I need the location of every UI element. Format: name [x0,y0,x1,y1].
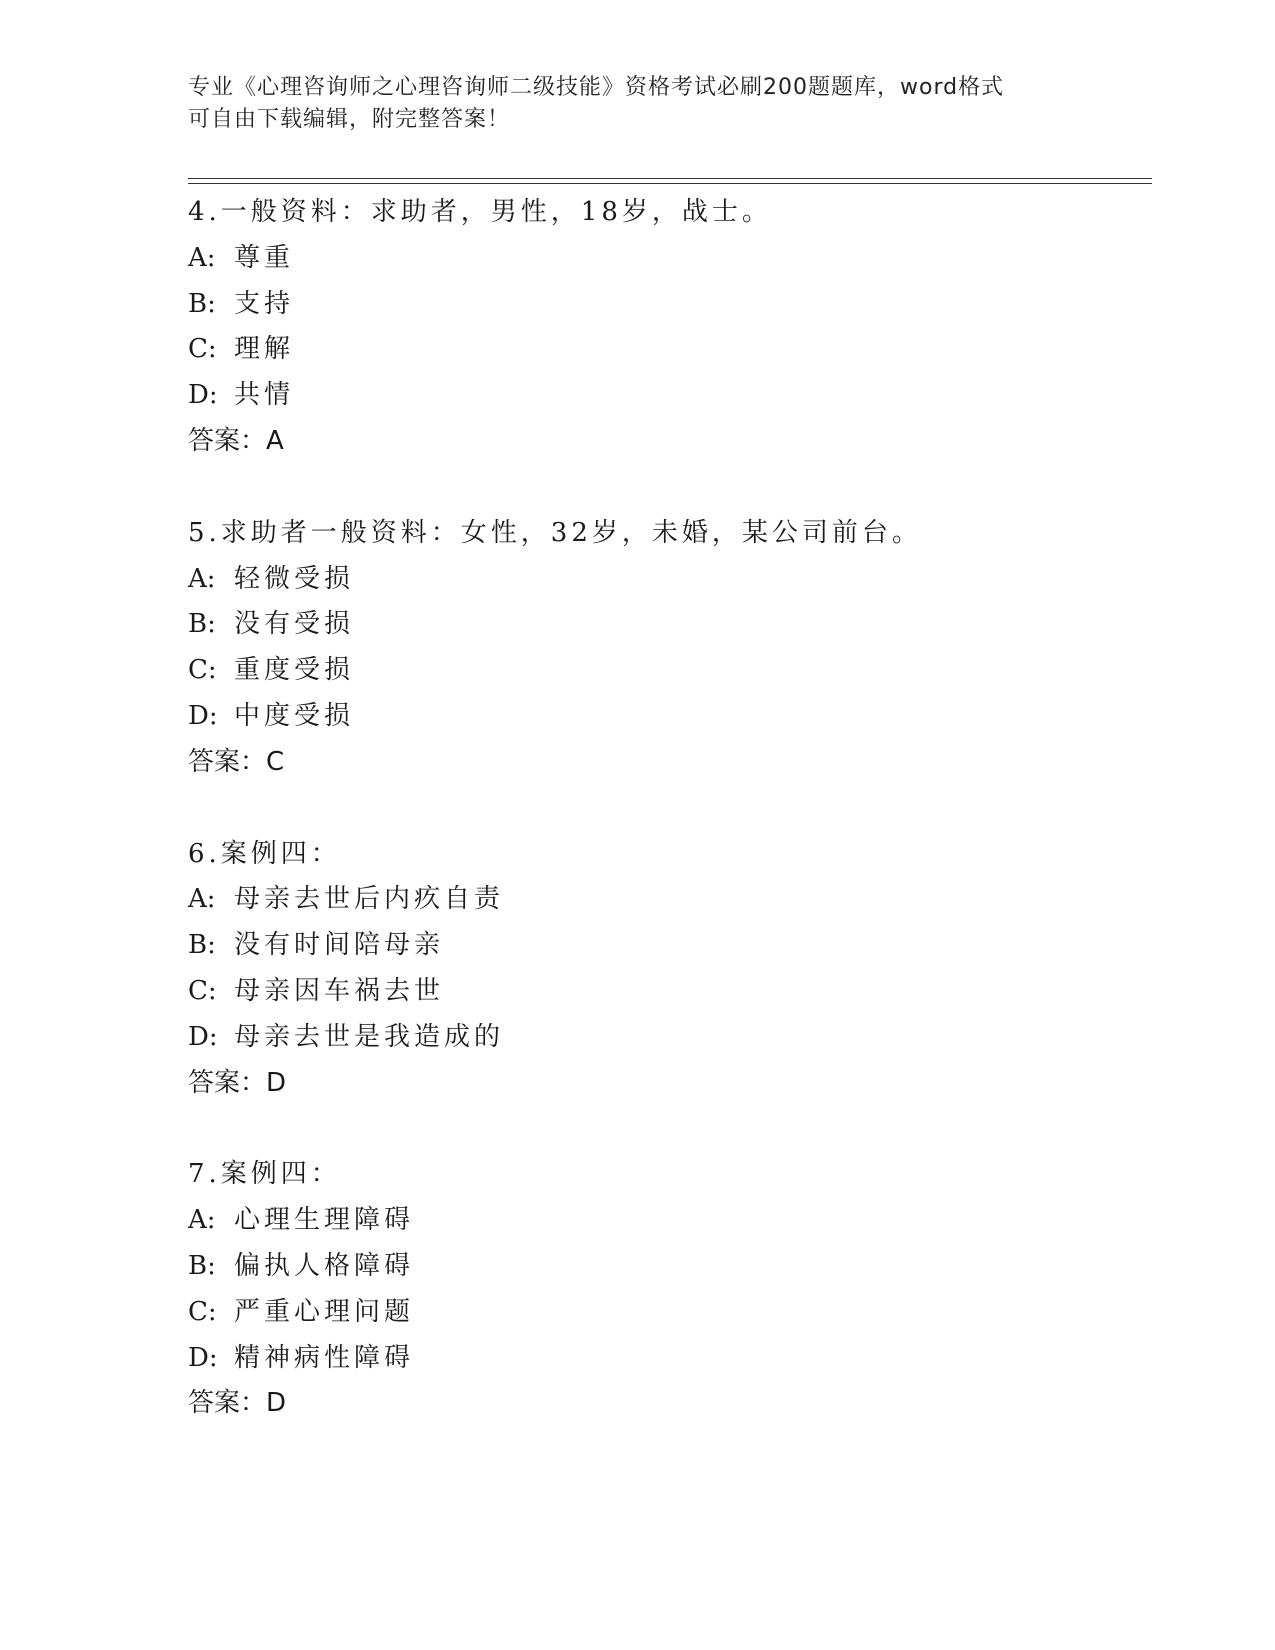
answer-line: 答案：D [188,1388,287,1419]
question-list [188,190,1148,1473]
header-divider-top [188,178,1152,179]
option-text: 偏执人格障碍 [234,1250,415,1281]
option-letter: A: [188,563,216,594]
document-header [188,72,1088,136]
option-letter: B: [188,609,216,640]
question-5 [188,511,1148,786]
question-6 [188,832,1148,1107]
option-letter: D: [188,380,218,411]
option-letter: C: [188,1296,217,1327]
option-letter: D: [188,1021,218,1052]
option-a [188,1198,1148,1244]
option-letter: C: [188,655,217,686]
option-d [188,1336,1148,1382]
option-text: 支持 [234,288,295,319]
option-c [188,648,1148,694]
header-divider-bottom [188,183,1152,184]
option-text: 严重心理问题 [234,1296,415,1327]
answer-line: 答案：C [188,746,285,777]
option-letter: D: [188,1342,218,1373]
option-b [188,602,1148,648]
option-b [188,282,1148,328]
option-text: 理解 [234,334,295,365]
option-letter: A: [188,242,216,273]
option-text: 没有受损 [234,609,355,640]
option-text: 母亲去世是我造成的 [234,1021,505,1052]
option-letter: C: [188,334,217,365]
option-letter: B: [188,288,216,319]
option-a [188,557,1148,603]
option-c [188,969,1148,1015]
question-stem: 5.求助者一般资料：女性，32岁，未婚，某公司前台。 [188,517,922,548]
answer-line: 答案：A [188,425,284,456]
option-letter: B: [188,1250,216,1281]
option-letter: A: [188,1205,216,1236]
option-text: 没有时间陪母亲 [234,930,445,961]
option-c [188,327,1148,373]
option-letter: A: [188,884,216,915]
question-4 [188,190,1148,465]
question-stem: 6.案例四： [188,838,341,869]
option-text: 中度受损 [234,700,355,731]
header-line-2: 可自由下载编辑，附完整答案！ [188,107,511,132]
header-line-1: 专业《心理咨询师之心理咨询师二级技能》资格考试必刷200题题库，word格式 [188,75,1005,100]
question-7 [188,1152,1148,1427]
option-d [188,694,1148,740]
option-d [188,1015,1148,1061]
option-text: 轻微受损 [234,563,355,594]
question-stem: 7.案例四： [188,1159,341,1190]
option-a [188,236,1148,282]
option-text: 精神病性障碍 [234,1342,415,1373]
option-letter: D: [188,700,218,731]
option-text: 尊重 [234,242,295,273]
option-a [188,877,1148,923]
option-text: 母亲因车祸去世 [234,975,445,1006]
option-c [188,1290,1148,1336]
option-text: 重度受损 [234,655,355,686]
option-text: 心理生理障碍 [234,1205,415,1236]
option-d [188,373,1148,419]
answer-line: 答案：D [188,1067,287,1098]
question-stem: 4.一般资料：求助者，男性，18岁，战士。 [188,197,772,227]
option-letter: B: [188,930,216,961]
option-b [188,923,1148,969]
option-b [188,1244,1148,1290]
option-text: 共情 [234,380,295,411]
option-letter: C: [188,975,217,1006]
option-text: 母亲去世后内疚自责 [234,884,505,915]
